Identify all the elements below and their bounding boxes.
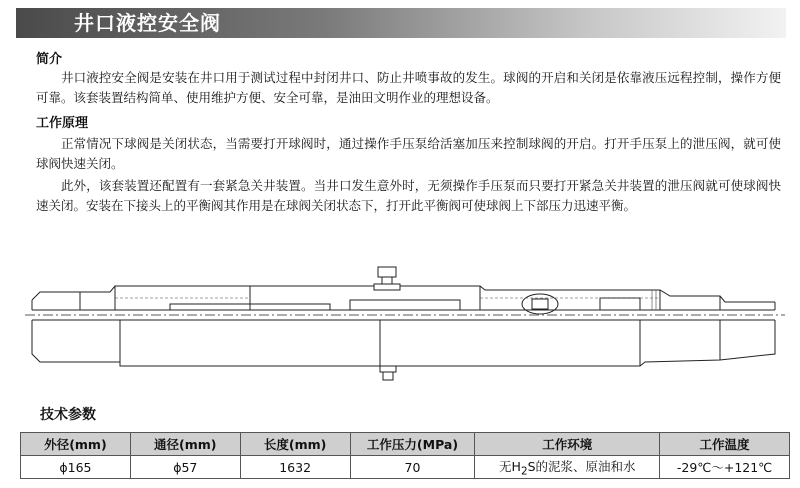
spec-table xyxy=(20,432,790,479)
value-id: ϕ57 xyxy=(130,456,240,479)
spec-title: 技术参数 xyxy=(40,407,96,423)
header-environment: 工作环境 xyxy=(475,433,660,456)
env-suffix: S的泥浆、原油和水 xyxy=(527,458,636,474)
principle-paragraph-2: 此外，该套装置还配置有一套紧急关井装置。当井口发生意外时，无须操作手压泵而只要打开紧急关井装置的泄压阀就可使球阀快速关闭。安装在下接头上的平衡阀其作用是在球阀关闭状态下，打开此平衡阀可使球阀上下部压力迅速平衡。 xyxy=(36,178,781,213)
env-prefix: 无H xyxy=(499,458,521,474)
spec-value-row xyxy=(21,456,790,479)
intro-paragraph: 井口液控安全阀是安装在井口用于测试过程中封闭井口、防止井喷事故的发生。球阀的开启和关闭是依靠液压远程控制，操作方便可靠。该套装置结构简单、使用维护方便、安全可靠，是油田文明作业的理想设备。 xyxy=(36,70,781,105)
value-environment xyxy=(475,456,660,479)
header-temperature: 工作温度 xyxy=(660,433,790,456)
principle-heading: 工作原理 xyxy=(36,116,89,131)
valve-cross-section-drawing xyxy=(20,262,790,384)
env-subscript: 2 xyxy=(520,465,528,478)
intro-heading: 简介 xyxy=(36,52,63,67)
header-pressure: 工作压力(MPa) xyxy=(350,433,475,456)
spec-header-row xyxy=(21,433,790,456)
page-title: 井口液控安全阀 xyxy=(74,11,221,35)
header-length: 长度(mm) xyxy=(240,433,350,456)
value-length: 1632 xyxy=(240,456,350,479)
header-id: 通径(mm) xyxy=(130,433,240,456)
principle-paragraph-1: 正常情况下球阀是关闭状态，当需要打开球阀时，通过操作手压泵给活塞加压来控制球阀的开启。打开手压泵上的泄压阀，就可使球阀快速关闭。 xyxy=(36,136,781,171)
value-od: ϕ165 xyxy=(21,456,131,479)
header-od: 外径(mm) xyxy=(21,433,131,456)
value-temperature: -29℃～+121℃ xyxy=(660,456,790,479)
value-pressure: 70 xyxy=(350,456,475,479)
title-bar xyxy=(16,8,786,38)
